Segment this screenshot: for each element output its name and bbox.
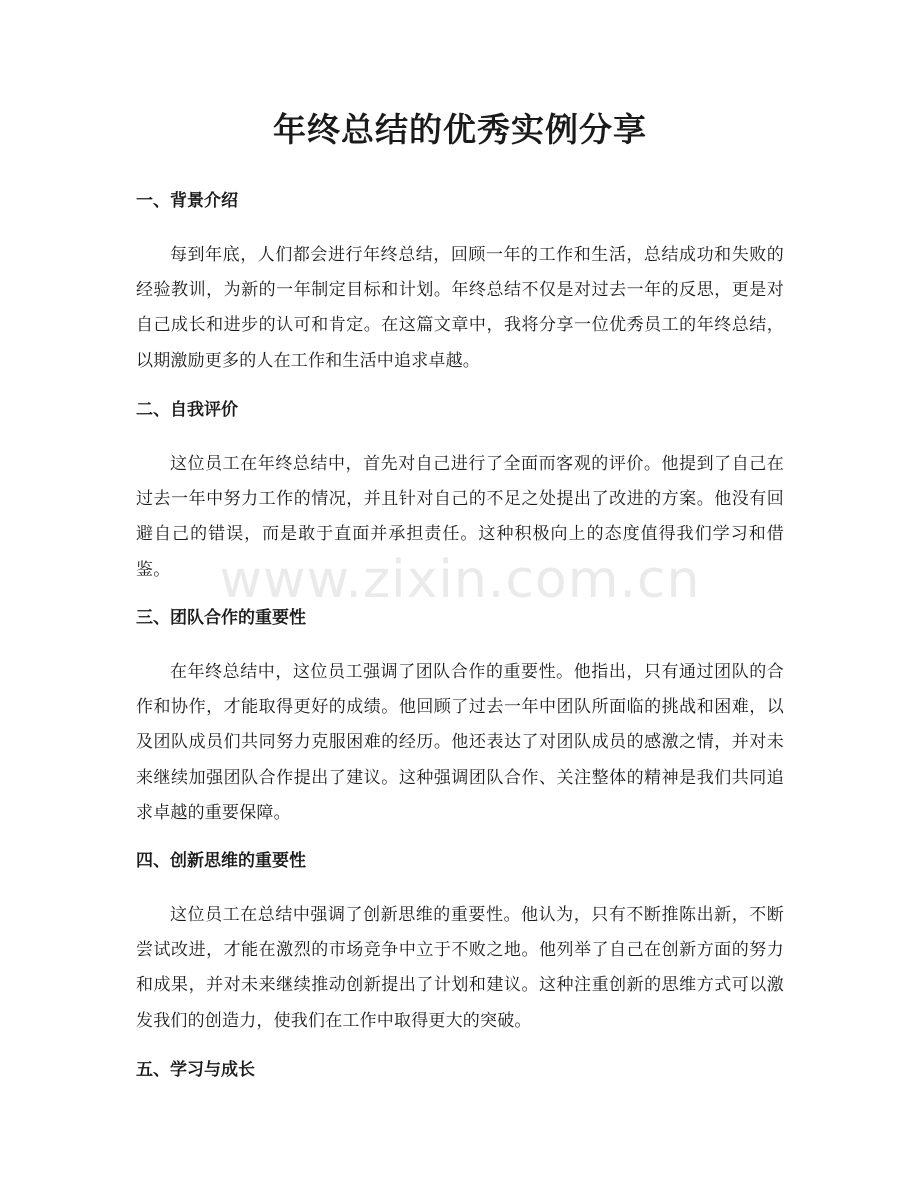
section-heading: 二、自我评价 xyxy=(136,400,238,420)
section-self-evaluation xyxy=(136,395,784,588)
watermark-text: www.zixin.com.cn xyxy=(219,550,701,610)
section-paragraph: 每到年底，人们都会进行年终总结，回顾一年的工作和生活，总结成功和失败的经验教训，为新的一年制定目标和计划。年终总结不仅是对过去一年的反思，更是对自己成长和进步的认可和肯定。在这篇文章中，我将分享一位优秀员工的年终总结，以期激励更多的人在工作和生活中追求卓越。 xyxy=(136,245,784,371)
section-heading: 一、背景介绍 xyxy=(136,191,238,211)
section-paragraph: 这位员工在年终总结中，首先对自己进行了全面而客观的评价。他提到了自己在过去一年中努力工作的情况，并且针对自己的不足之处提出了改进的方案。他没有回避自己的错误，而是敢于直面并承担责任。这种积极向上的态度值得我们学习和借鉴。 xyxy=(136,454,784,580)
section-heading: 四、创新思维的重要性 xyxy=(136,851,306,871)
document-title: 年终总结的优秀实例分享 xyxy=(273,110,647,149)
section-background xyxy=(136,186,784,379)
section-paragraph: 这位员工在总结中强调了创新思维的重要性。他认为，只有不断推陈出新，不断尝试改进，才能在激烈的市场竞争中立于不败之地。他列举了自己在创新方面的努力和成果，并对未来继续推动创新提出了计划和建议。这种注重创新的思维方式可以激发我们的创造力，使我们在工作中取得更大的突破。 xyxy=(136,905,784,1031)
section-learning-growth xyxy=(136,1055,784,1085)
section-innovation xyxy=(136,846,784,1039)
section-heading: 五、学习与成长 xyxy=(136,1060,255,1080)
section-paragraph: 在年终总结中，这位员工强调了团队合作的重要性。他指出，只有通过团队的合作和协作，才能取得更好的成绩。他回顾了过去一年中团队所面临的挑战和困难，以及团队成员们共同努力克服困难的经历。他还表达了对团队成员的感激之情，并对未来继续加强团队合作提出了建议。这种强调团队合作、关注整体的精神是我们共同追求卓越的重要保障。 xyxy=(136,662,784,823)
section-teamwork xyxy=(136,603,784,831)
section-heading: 三、团队合作的重要性 xyxy=(136,608,306,628)
